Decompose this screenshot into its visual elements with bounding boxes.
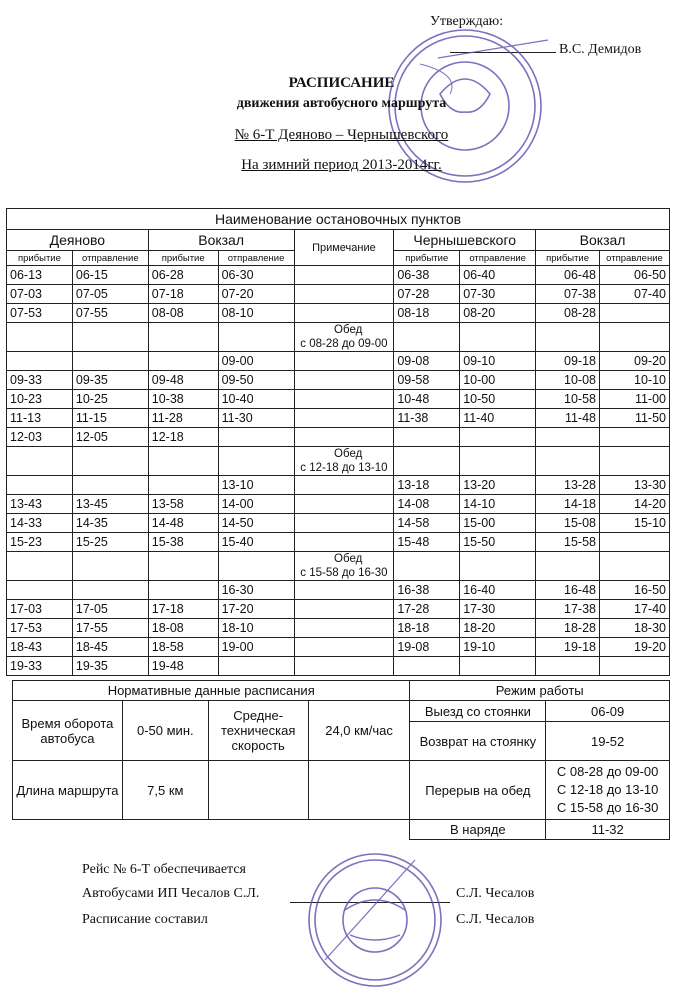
time-cell [72, 447, 148, 476]
schedule-row [7, 495, 670, 514]
time-cell: 11-40 [460, 409, 536, 428]
time-cell [7, 552, 73, 581]
return-value: 19-52 [546, 722, 670, 761]
time-cell: 08-10 [218, 304, 294, 323]
stop-vokzal-2: Вокзал [536, 230, 670, 251]
time-cell: 19-08 [394, 638, 460, 657]
time-cell: 12-03 [7, 428, 73, 447]
note-cell [294, 266, 394, 285]
time-cell [148, 476, 218, 495]
lunch-note-title: Обед [334, 448, 363, 460]
time-cell: 10-25 [72, 390, 148, 409]
time-cell: 19-20 [600, 638, 670, 657]
lunch-break-2: С 12-18 до 13-10 [556, 782, 659, 797]
time-cell: 13-20 [460, 476, 536, 495]
time-cell: 06-50 [600, 266, 670, 285]
note-cell [294, 323, 394, 352]
time-cell: 07-20 [218, 285, 294, 304]
time-cell: 11-28 [148, 409, 218, 428]
time-cell: 18-20 [460, 619, 536, 638]
schedule-row [7, 533, 670, 552]
note-cell [294, 428, 394, 447]
time-cell [460, 428, 536, 447]
time-cell [600, 323, 670, 352]
time-cell: 16-50 [600, 581, 670, 600]
time-cell: 14-10 [460, 495, 536, 514]
time-cell: 15-00 [460, 514, 536, 533]
time-cell [218, 323, 294, 352]
document-title: РАСПИСАНИЕ [288, 75, 395, 91]
time-cell: 11-38 [394, 409, 460, 428]
schedule-row [7, 428, 670, 447]
depart-value: 06-09 [546, 701, 670, 722]
time-cell: 09-18 [536, 352, 600, 371]
arrival-header: прибытие [7, 251, 73, 266]
time-cell: 12-18 [148, 428, 218, 447]
time-cell: 17-20 [218, 600, 294, 619]
note-cell [294, 352, 394, 371]
time-cell: 15-40 [218, 533, 294, 552]
schedule-row [7, 619, 670, 638]
time-cell: 13-28 [536, 476, 600, 495]
time-cell: 11-13 [7, 409, 73, 428]
time-cell: 07-03 [7, 285, 73, 304]
time-cell: 18-45 [72, 638, 148, 657]
stops-caption: Наименование остановочных пунктов [7, 209, 670, 230]
stop-vokzal-1: Вокзал [148, 230, 294, 251]
time-cell: 07-28 [394, 285, 460, 304]
note-cell [294, 495, 394, 514]
time-cell: 12-05 [72, 428, 148, 447]
time-cell: 11-50 [600, 409, 670, 428]
time-cell: 16-30 [218, 581, 294, 600]
time-cell: 06-40 [460, 266, 536, 285]
time-cell: 11-15 [72, 409, 148, 428]
time-cell: 19-48 [148, 657, 218, 676]
time-cell [7, 581, 73, 600]
time-cell: 09-20 [600, 352, 670, 371]
time-cell: 09-35 [72, 371, 148, 390]
stop-deyanovo: Деяново [7, 230, 149, 251]
footer-operator: Автобусами ИП Чесалов С.Л. [82, 886, 260, 901]
time-cell [218, 657, 294, 676]
footer-operator-name: С.Л. Чесалов [456, 886, 535, 901]
time-cell: 17-03 [7, 600, 73, 619]
time-cell: 09-08 [394, 352, 460, 371]
schedule-row [7, 552, 670, 581]
time-cell [600, 304, 670, 323]
time-cell: 18-18 [394, 619, 460, 638]
time-cell: 09-50 [218, 371, 294, 390]
time-cell [72, 352, 148, 371]
time-cell: 07-55 [72, 304, 148, 323]
note-cell [294, 619, 394, 638]
schedule-row [7, 476, 670, 495]
time-cell [460, 552, 536, 581]
document-subtitle: движения автобусного маршрута [236, 96, 447, 111]
time-cell: 07-18 [148, 285, 218, 304]
time-cell [394, 552, 460, 581]
time-cell [600, 657, 670, 676]
time-cell: 17-38 [536, 600, 600, 619]
schedule-row [7, 409, 670, 428]
time-cell: 15-23 [7, 533, 73, 552]
note-cell [294, 476, 394, 495]
schedule-row [7, 266, 670, 285]
time-cell: 06-13 [7, 266, 73, 285]
depart-label: Выезд со стоянки [410, 701, 546, 722]
time-cell: 14-33 [7, 514, 73, 533]
time-cell [148, 447, 218, 476]
time-cell [148, 352, 218, 371]
season-period: На зимний период 2013-2014гг. [241, 157, 442, 173]
schedule-row [7, 657, 670, 676]
time-cell: 13-58 [148, 495, 218, 514]
time-cell: 19-00 [218, 638, 294, 657]
departure-header: отправление [72, 251, 148, 266]
time-cell: 10-38 [148, 390, 218, 409]
time-cell: 19-33 [7, 657, 73, 676]
time-cell: 13-30 [600, 476, 670, 495]
time-cell [536, 428, 600, 447]
time-cell: 15-48 [394, 533, 460, 552]
schedule-row [7, 447, 670, 476]
time-cell: 15-25 [72, 533, 148, 552]
schedule-row [7, 638, 670, 657]
time-cell [460, 657, 536, 676]
note-cell [294, 581, 394, 600]
time-cell: 07-05 [72, 285, 148, 304]
time-cell: 17-28 [394, 600, 460, 619]
return-label: Возврат на стоянку [410, 722, 546, 761]
time-cell: 18-10 [218, 619, 294, 638]
time-cell: 08-20 [460, 304, 536, 323]
schedule-row [7, 514, 670, 533]
time-cell [460, 323, 536, 352]
time-cell [148, 323, 218, 352]
note-cell [294, 371, 394, 390]
approval-label: Утверждаю: [430, 14, 504, 29]
time-cell: 19-18 [536, 638, 600, 657]
time-cell: 08-28 [536, 304, 600, 323]
time-cell [148, 552, 218, 581]
note-cell [294, 447, 394, 476]
time-cell: 14-48 [148, 514, 218, 533]
turnover-value: 0-50 мин. [122, 701, 208, 761]
departure-header: отправление [600, 251, 670, 266]
note-cell [294, 638, 394, 657]
note-cell [294, 390, 394, 409]
time-cell: 18-08 [148, 619, 218, 638]
time-cell: 06-48 [536, 266, 600, 285]
time-cell [600, 447, 670, 476]
time-cell: 14-18 [536, 495, 600, 514]
time-cell: 15-58 [536, 533, 600, 552]
time-cell: 07-30 [460, 285, 536, 304]
time-cell [7, 352, 73, 371]
note-cell [294, 552, 394, 581]
time-cell [72, 552, 148, 581]
time-cell: 10-23 [7, 390, 73, 409]
time-cell [600, 428, 670, 447]
time-cell [218, 428, 294, 447]
departure-header: отправление [460, 251, 536, 266]
footer-provided-by: Рейс № 6-Т обеспечивается [82, 862, 246, 877]
lunch-label: Перерыв на обед [410, 761, 546, 820]
note-header: Примечание [294, 230, 394, 266]
lunch-note-time: с 12-18 до 13-10 [300, 462, 388, 474]
schedule-row [7, 371, 670, 390]
note-cell [294, 409, 394, 428]
time-cell [72, 476, 148, 495]
time-cell: 15-10 [600, 514, 670, 533]
lunch-note-time: с 15-58 до 16-30 [300, 567, 388, 579]
time-cell: 17-18 [148, 600, 218, 619]
time-cell: 16-48 [536, 581, 600, 600]
time-cell: 09-48 [148, 371, 218, 390]
speed-label: Средне-техническая скорость [208, 701, 308, 761]
time-cell: 19-35 [72, 657, 148, 676]
schedule-row [7, 600, 670, 619]
time-cell [536, 552, 600, 581]
time-cell [600, 552, 670, 581]
time-cell: 10-48 [394, 390, 460, 409]
schedule-row [7, 390, 670, 409]
time-cell: 15-38 [148, 533, 218, 552]
turnover-label: Время оборота автобуса [13, 701, 123, 761]
time-cell: 09-33 [7, 371, 73, 390]
time-cell: 10-00 [460, 371, 536, 390]
time-cell: 09-10 [460, 352, 536, 371]
time-cell: 07-38 [536, 285, 600, 304]
time-cell: 06-15 [72, 266, 148, 285]
time-cell: 08-18 [394, 304, 460, 323]
lunch-break-1: С 08-28 до 09-00 [556, 764, 659, 779]
time-cell: 10-58 [536, 390, 600, 409]
time-cell: 09-00 [218, 352, 294, 371]
time-cell: 14-50 [218, 514, 294, 533]
time-cell: 18-58 [148, 638, 218, 657]
schedule-row [7, 581, 670, 600]
time-cell [218, 552, 294, 581]
time-cell: 15-08 [536, 514, 600, 533]
time-cell: 18-43 [7, 638, 73, 657]
lunch-note-title: Обед [334, 324, 363, 336]
note-cell [294, 600, 394, 619]
time-cell: 10-10 [600, 371, 670, 390]
time-cell: 17-40 [600, 600, 670, 619]
note-cell [294, 533, 394, 552]
time-cell: 11-00 [600, 390, 670, 409]
speed-value: 24,0 км/час [308, 701, 410, 761]
time-cell: 06-38 [394, 266, 460, 285]
time-cell: 17-05 [72, 600, 148, 619]
normative-header: Нормативные данные расписания [13, 681, 410, 701]
lunch-break-3: С 15-58 до 16-30 [556, 800, 659, 815]
note-cell [294, 657, 394, 676]
time-cell: 18-30 [600, 619, 670, 638]
time-cell: 14-35 [72, 514, 148, 533]
time-cell: 14-58 [394, 514, 460, 533]
time-cell: 13-45 [72, 495, 148, 514]
arrival-header: прибытие [536, 251, 600, 266]
note-cell [294, 304, 394, 323]
schedule-row [7, 304, 670, 323]
time-cell: 08-08 [148, 304, 218, 323]
mode-header: Режим работы [410, 681, 670, 701]
departure-header: отправление [218, 251, 294, 266]
time-cell: 14-00 [218, 495, 294, 514]
time-cell: 16-38 [394, 581, 460, 600]
footer-compiled-by: Расписание составил [82, 912, 208, 927]
time-cell [394, 323, 460, 352]
time-cell: 10-08 [536, 371, 600, 390]
time-cell [72, 323, 148, 352]
time-cell: 06-30 [218, 266, 294, 285]
time-cell: 18-28 [536, 619, 600, 638]
time-cell: 17-30 [460, 600, 536, 619]
time-cell: 11-48 [536, 409, 600, 428]
footer-compiler-name: С.Л. Чесалов [456, 912, 535, 927]
time-cell [600, 533, 670, 552]
time-cell [536, 447, 600, 476]
time-cell: 09-58 [394, 371, 460, 390]
arrival-header: прибытие [148, 251, 218, 266]
lunch-note-title: Обед [334, 553, 363, 565]
time-cell [536, 657, 600, 676]
time-cell: 16-40 [460, 581, 536, 600]
length-value: 7,5 км [122, 761, 208, 820]
route-name: № 6-Т Деяново – Чернышевского [234, 127, 449, 143]
time-cell: 10-40 [218, 390, 294, 409]
time-cell: 13-43 [7, 495, 73, 514]
note-cell [294, 514, 394, 533]
schedule-row [7, 352, 670, 371]
duty-value: 11-32 [546, 820, 670, 840]
time-cell: 15-50 [460, 533, 536, 552]
time-cell [7, 476, 73, 495]
time-cell [72, 581, 148, 600]
time-cell [394, 657, 460, 676]
empty-cell [208, 761, 308, 820]
time-cell: 10-50 [460, 390, 536, 409]
normative-table [12, 680, 670, 840]
arrival-header: прибытие [394, 251, 460, 266]
time-cell: 14-08 [394, 495, 460, 514]
schedule-table [6, 208, 670, 676]
time-cell: 17-55 [72, 619, 148, 638]
entrepreneur-seal-icon [305, 850, 445, 990]
length-label: Длина маршрута [13, 761, 123, 820]
time-cell: 07-40 [600, 285, 670, 304]
time-cell: 11-30 [218, 409, 294, 428]
schedule-row [7, 285, 670, 304]
approval-name: В.С. Демидов [559, 42, 642, 57]
time-cell: 13-10 [218, 476, 294, 495]
time-cell: 19-10 [460, 638, 536, 657]
time-cell: 06-28 [148, 266, 218, 285]
time-cell: 13-18 [394, 476, 460, 495]
time-cell [394, 447, 460, 476]
time-cell [7, 323, 73, 352]
empty-cell [308, 761, 410, 820]
duty-label: В наряде [410, 820, 546, 840]
time-cell [218, 447, 294, 476]
time-cell [460, 447, 536, 476]
time-cell [7, 447, 73, 476]
schedule-row [7, 323, 670, 352]
time-cell [148, 581, 218, 600]
note-cell [294, 285, 394, 304]
time-cell: 14-20 [600, 495, 670, 514]
time-cell: 17-53 [7, 619, 73, 638]
time-cell [394, 428, 460, 447]
time-cell [536, 323, 600, 352]
lunch-note-time: с 08-28 до 09-00 [300, 338, 388, 350]
stop-chernyshevskogo: Чернышевского [394, 230, 536, 251]
time-cell: 07-53 [7, 304, 73, 323]
